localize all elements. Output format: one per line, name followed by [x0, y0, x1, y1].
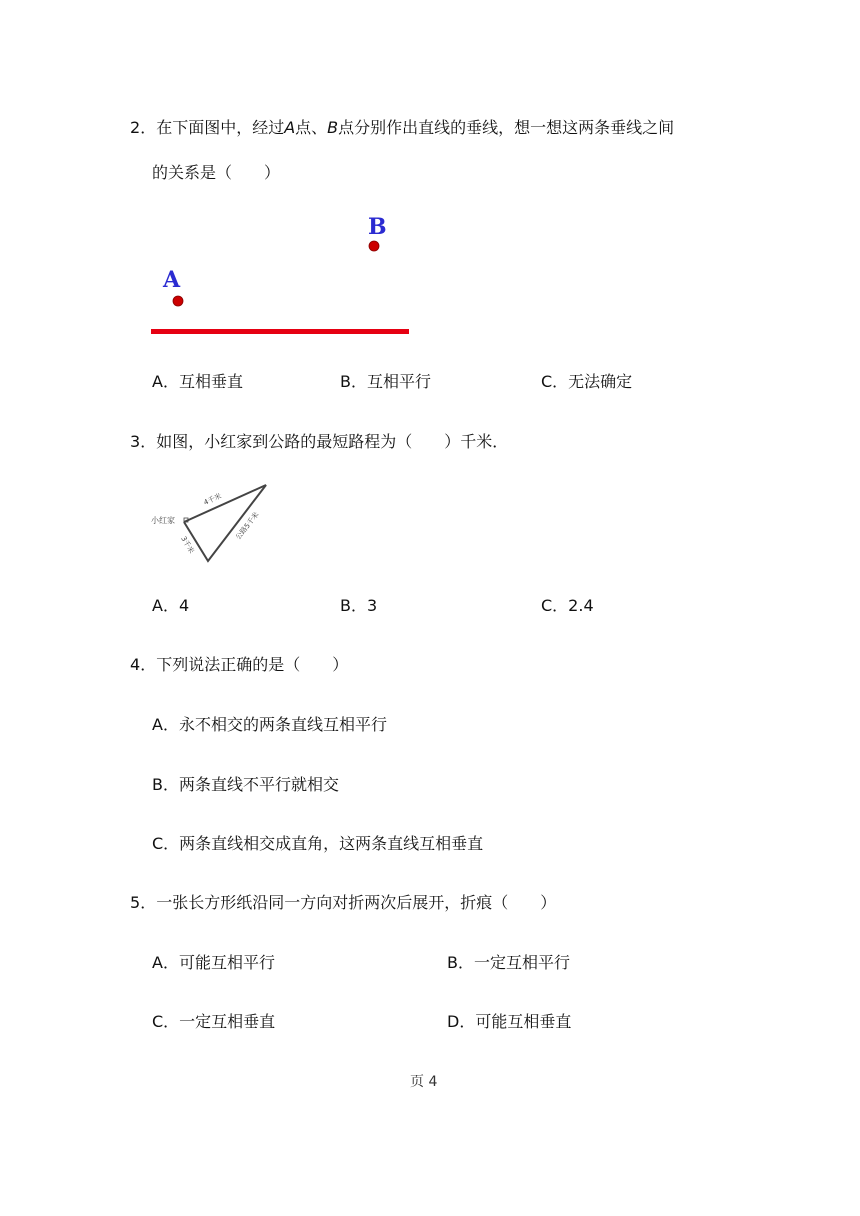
page-number: 页 4 — [410, 1074, 438, 1090]
question-5-text: ．一张长方形纸沿同一方向对折两次后展开，折痕（ ） — [140, 893, 557, 912]
q3-option-b: B．3 — [340, 596, 378, 615]
red-line — [151, 329, 409, 334]
q5-option-b: B．一定互相平行 — [447, 953, 570, 972]
label-side-right: 公路5千米 — [234, 510, 261, 542]
question-2-number: 2 — [130, 118, 141, 137]
point-a — [173, 296, 183, 306]
q5-option-a: A．可能互相平行 — [152, 953, 275, 972]
q5-option-d: D．可能互相垂直 — [447, 1012, 572, 1031]
q4-option-b: B．两条直线不平行就相交 — [152, 775, 339, 794]
label-side-left: 3千米 — [179, 535, 196, 555]
question-3 — [130, 431, 508, 453]
q5-option-c: C．一定互相垂直 — [152, 1012, 276, 1031]
question-3-number: 3 — [130, 432, 141, 451]
question-4-number: 4 — [130, 655, 141, 674]
label-side-top: 4千米 — [202, 492, 223, 507]
q2-option-a: A．互相垂直 — [152, 372, 243, 391]
q4-option-a: A．永不相交的两条直线互相平行 — [152, 715, 387, 734]
q4-option-c: C．两条直线相交成直角，这两条直线互相垂直 — [152, 834, 484, 853]
q3-option-c: C．2.4 — [541, 596, 594, 615]
question-2-text-b: 点、 — [295, 118, 328, 137]
question-2-text-c: 点分别作出直线的垂线，想一想这两条垂线之间 — [338, 118, 675, 137]
question-3-figure — [148, 478, 278, 568]
q2-option-c: C．无法确定 — [541, 372, 633, 391]
label-b: B — [368, 214, 387, 240]
question-2-text-a: ．在下面图中，经过 — [140, 118, 285, 137]
point-a-ref: A — [284, 118, 296, 137]
question-5 — [130, 892, 556, 914]
question-3-text: ．如图，小红家到公路的最短路程为（ ）千米． — [140, 432, 509, 451]
question-2-line2: 的关系是（ ） — [152, 163, 281, 182]
point-b — [369, 241, 379, 251]
point-b-ref: B — [327, 118, 339, 137]
question-4-text: ．下列说法正确的是（ ） — [140, 655, 349, 674]
question-2-figure — [145, 210, 415, 340]
q3-option-a: A．4 — [152, 596, 190, 615]
question-4 — [130, 654, 348, 676]
question-5-number: 5 — [130, 893, 141, 912]
question-2-line1 — [130, 117, 674, 139]
label-home: 小红家 — [151, 516, 175, 525]
label-a: A — [163, 267, 181, 293]
q2-option-b: B．互相平行 — [340, 372, 431, 391]
